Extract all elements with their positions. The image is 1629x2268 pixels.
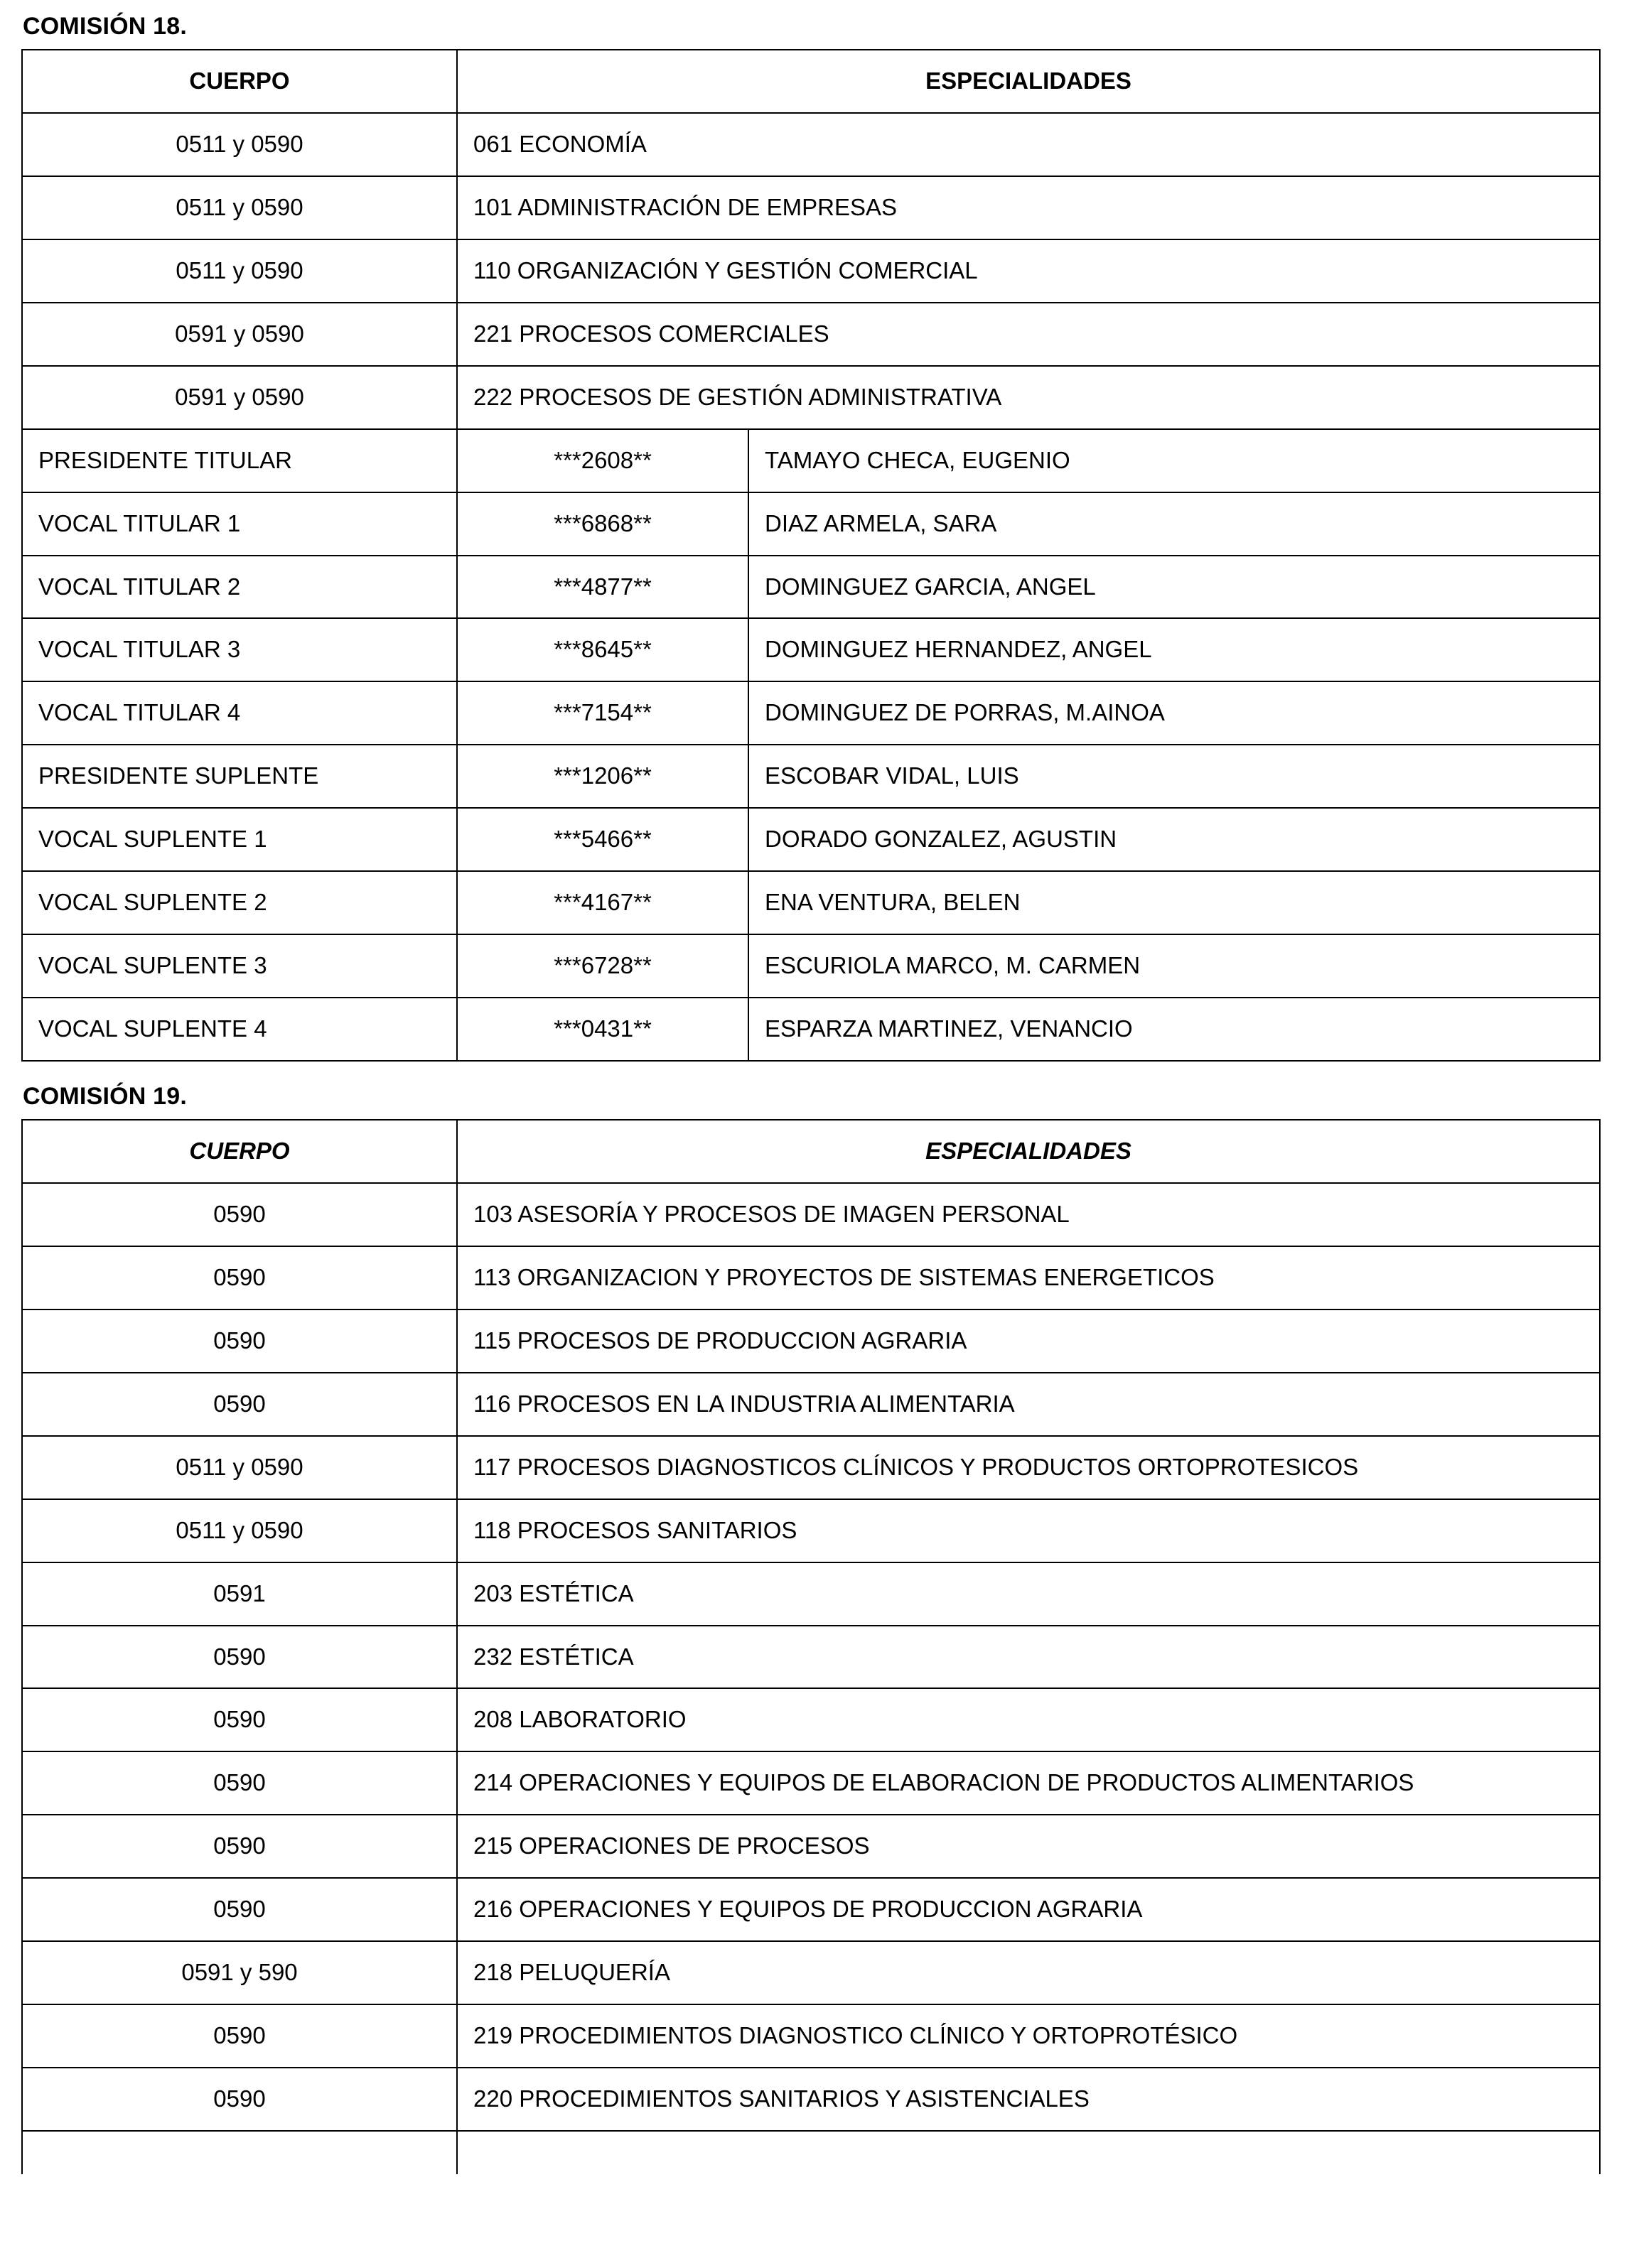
member-role-cell: VOCAL TITULAR 2 xyxy=(22,556,457,619)
member-id-cell: ***4877** xyxy=(457,556,748,619)
table-header-row xyxy=(22,50,1600,113)
especialidad-cell: 113 ORGANIZACION Y PROYECTOS DE SISTEMAS ENERGETICOS xyxy=(457,1246,1600,1310)
especialidad-cell: 110 ORGANIZACIÓN Y GESTIÓN COMERCIAL xyxy=(457,239,1600,303)
cuerpo-cell: 0590 xyxy=(22,1246,457,1310)
commission-table xyxy=(21,1119,1601,2174)
specialty-row xyxy=(22,1626,1600,1689)
member-row xyxy=(22,934,1600,998)
member-name-cell: ESCURIOLA MARCO, M. CARMEN xyxy=(748,934,1600,998)
cuerpo-cell: 0511 y 0590 xyxy=(22,239,457,303)
specialty-row xyxy=(22,1688,1600,1751)
cuerpo-cell: 0590 xyxy=(22,1751,457,1815)
member-row xyxy=(22,556,1600,619)
especialidad-cell: 101 ADMINISTRACIÓN DE EMPRESAS xyxy=(457,176,1600,239)
specialty-row xyxy=(22,1436,1600,1499)
especialidad-cell: 118 PROCESOS SANITARIOS xyxy=(457,1499,1600,1562)
table-header-especialidades: ESPECIALIDADES xyxy=(457,50,1600,113)
member-id-cell: ***6868** xyxy=(457,492,748,556)
especialidad-cell: 061 ECONOMÍA xyxy=(457,113,1600,176)
member-name-cell: ESCOBAR VIDAL, LUIS xyxy=(748,745,1600,808)
especialidad-cell: 216 OPERACIONES Y EQUIPOS DE PRODUCCION AGRARIA xyxy=(457,1878,1600,1941)
especialidad-cell: 116 PROCESOS EN LA INDUSTRIA ALIMENTARIA xyxy=(457,1373,1600,1436)
specialty-row xyxy=(22,1183,1600,1246)
member-role-cell: PRESIDENTE SUPLENTE xyxy=(22,745,457,808)
cuerpo-cell: 0590 xyxy=(22,1626,457,1689)
cuerpo-cell: 0590 xyxy=(22,1815,457,1878)
member-name-cell: TAMAYO CHECA, EUGENIO xyxy=(748,429,1600,492)
member-row xyxy=(22,492,1600,556)
especialidad-cell: 214 OPERACIONES Y EQUIPOS DE ELABORACION DE PRODUCTOS ALIMENTARIOS xyxy=(457,1751,1600,1815)
specialty-row xyxy=(22,113,1600,176)
specialty-row xyxy=(22,1246,1600,1310)
member-role-cell: VOCAL SUPLENTE 4 xyxy=(22,998,457,1061)
member-id-cell: ***0431** xyxy=(457,998,748,1061)
especialidad-cell: 232 ESTÉTICA xyxy=(457,1626,1600,1689)
member-id-cell: ***5466** xyxy=(457,808,748,871)
member-role-cell: VOCAL TITULAR 3 xyxy=(22,618,457,681)
especialidad-cell: 117 PROCESOS DIAGNOSTICOS CLÍNICOS Y PRODUCTOS ORTOPROTESICOS xyxy=(457,1436,1600,1499)
member-row xyxy=(22,681,1600,745)
cuerpo-cell: 0511 y 0590 xyxy=(22,1436,457,1499)
especialidad-cell: 219 PROCEDIMIENTOS DIAGNOSTICO CLÍNICO Y ORTOPROTÉSICO xyxy=(457,2004,1600,2068)
specialty-row xyxy=(22,1310,1600,1373)
cuerpo-cell: 0591 y 590 xyxy=(22,1941,457,2004)
specialty-row xyxy=(22,239,1600,303)
cuerpo-cell: 0590 xyxy=(22,1688,457,1751)
member-name-cell: DOMINGUEZ HERNANDEZ, ANGEL xyxy=(748,618,1600,681)
member-id-cell: ***8645** xyxy=(457,618,748,681)
member-row xyxy=(22,808,1600,871)
cuerpo-cell: 0591 y 0590 xyxy=(22,366,457,429)
especialidad-cell: 220 PROCEDIMIENTOS SANITARIOS Y ASISTENCIALES xyxy=(457,2068,1600,2131)
member-name-cell: DIAZ ARMELA, SARA xyxy=(748,492,1600,556)
member-role-cell: VOCAL SUPLENTE 1 xyxy=(22,808,457,871)
cuerpo-cell: 0590 xyxy=(22,1878,457,1941)
section-title: COMISIÓN 18. xyxy=(23,13,188,40)
member-id-cell: ***2608** xyxy=(457,429,748,492)
member-row xyxy=(22,745,1600,808)
specialty-row xyxy=(22,1373,1600,1436)
cuerpo-cell xyxy=(22,2131,457,2174)
member-name-cell: ESPARZA MARTINEZ, VENANCIO xyxy=(748,998,1600,1061)
specialty-row xyxy=(22,1941,1600,2004)
member-name-cell: DOMINGUEZ DE PORRAS, M.AINOA xyxy=(748,681,1600,745)
commission-section-1 xyxy=(21,1083,1629,2174)
especialidad-cell: 203 ESTÉTICA xyxy=(457,1562,1600,1626)
table-header-cuerpo: CUERPO xyxy=(22,1120,457,1183)
cuerpo-cell: 0511 y 0590 xyxy=(22,113,457,176)
especialidad-cell: 215 OPERACIONES DE PROCESOS xyxy=(457,1815,1600,1878)
cuerpo-cell: 0590 xyxy=(22,1310,457,1373)
cuerpo-cell: 0590 xyxy=(22,2068,457,2131)
member-row xyxy=(22,998,1600,1061)
especialidad-cell: 103 ASESORÍA Y PROCESOS DE IMAGEN PERSONAL xyxy=(457,1183,1600,1246)
especialidad-cell: 115 PROCESOS DE PRODUCCION AGRARIA xyxy=(457,1310,1600,1373)
member-name-cell: DOMINGUEZ GARCIA, ANGEL xyxy=(748,556,1600,619)
cuerpo-cell: 0591 y 0590 xyxy=(22,303,457,366)
cuerpo-cell: 0590 xyxy=(22,1183,457,1246)
specialty-row xyxy=(22,1878,1600,1941)
specialty-row xyxy=(22,176,1600,239)
specialty-row xyxy=(22,2068,1600,2131)
section-title: COMISIÓN 19. xyxy=(23,1083,188,1110)
especialidad-cell xyxy=(457,2131,1600,2174)
specialty-row xyxy=(22,2004,1600,2068)
cuerpo-cell: 0590 xyxy=(22,2004,457,2068)
member-role-cell: VOCAL SUPLENTE 2 xyxy=(22,871,457,934)
specialty-row xyxy=(22,366,1600,429)
member-id-cell: ***6728** xyxy=(457,934,748,998)
especialidad-cell: 221 PROCESOS COMERCIALES xyxy=(457,303,1600,366)
commission-table xyxy=(21,49,1601,1062)
cuerpo-cell: 0511 y 0590 xyxy=(22,1499,457,1562)
member-role-cell: VOCAL SUPLENTE 3 xyxy=(22,934,457,998)
especialidad-cell: 208 LABORATORIO xyxy=(457,1688,1600,1751)
member-name-cell: ENA VENTURA, BELEN xyxy=(748,871,1600,934)
truncated-row xyxy=(22,2131,1600,2174)
member-id-cell: ***1206** xyxy=(457,745,748,808)
specialty-row xyxy=(22,1499,1600,1562)
member-name-cell: DORADO GONZALEZ, AGUSTIN xyxy=(748,808,1600,871)
specialty-row xyxy=(22,1815,1600,1878)
specialty-row xyxy=(22,1562,1600,1626)
especialidad-cell: 218 PELUQUERÍA xyxy=(457,1941,1600,2004)
member-role-cell: VOCAL TITULAR 4 xyxy=(22,681,457,745)
especialidad-cell: 222 PROCESOS DE GESTIÓN ADMINISTRATIVA xyxy=(457,366,1600,429)
member-row xyxy=(22,871,1600,934)
member-row xyxy=(22,429,1600,492)
cuerpo-cell: 0591 xyxy=(22,1562,457,1626)
member-role-cell: VOCAL TITULAR 1 xyxy=(22,492,457,556)
member-role-cell: PRESIDENTE TITULAR xyxy=(22,429,457,492)
table-header-row xyxy=(22,1120,1600,1183)
table-header-especialidades: ESPECIALIDADES xyxy=(457,1120,1600,1183)
commission-section-0 xyxy=(21,13,1629,1062)
specialty-row xyxy=(22,303,1600,366)
table-header-cuerpo: CUERPO xyxy=(22,50,457,113)
specialty-row xyxy=(22,1751,1600,1815)
member-row xyxy=(22,618,1600,681)
member-id-cell: ***7154** xyxy=(457,681,748,745)
member-id-cell: ***4167** xyxy=(457,871,748,934)
cuerpo-cell: 0511 y 0590 xyxy=(22,176,457,239)
cuerpo-cell: 0590 xyxy=(22,1373,457,1436)
